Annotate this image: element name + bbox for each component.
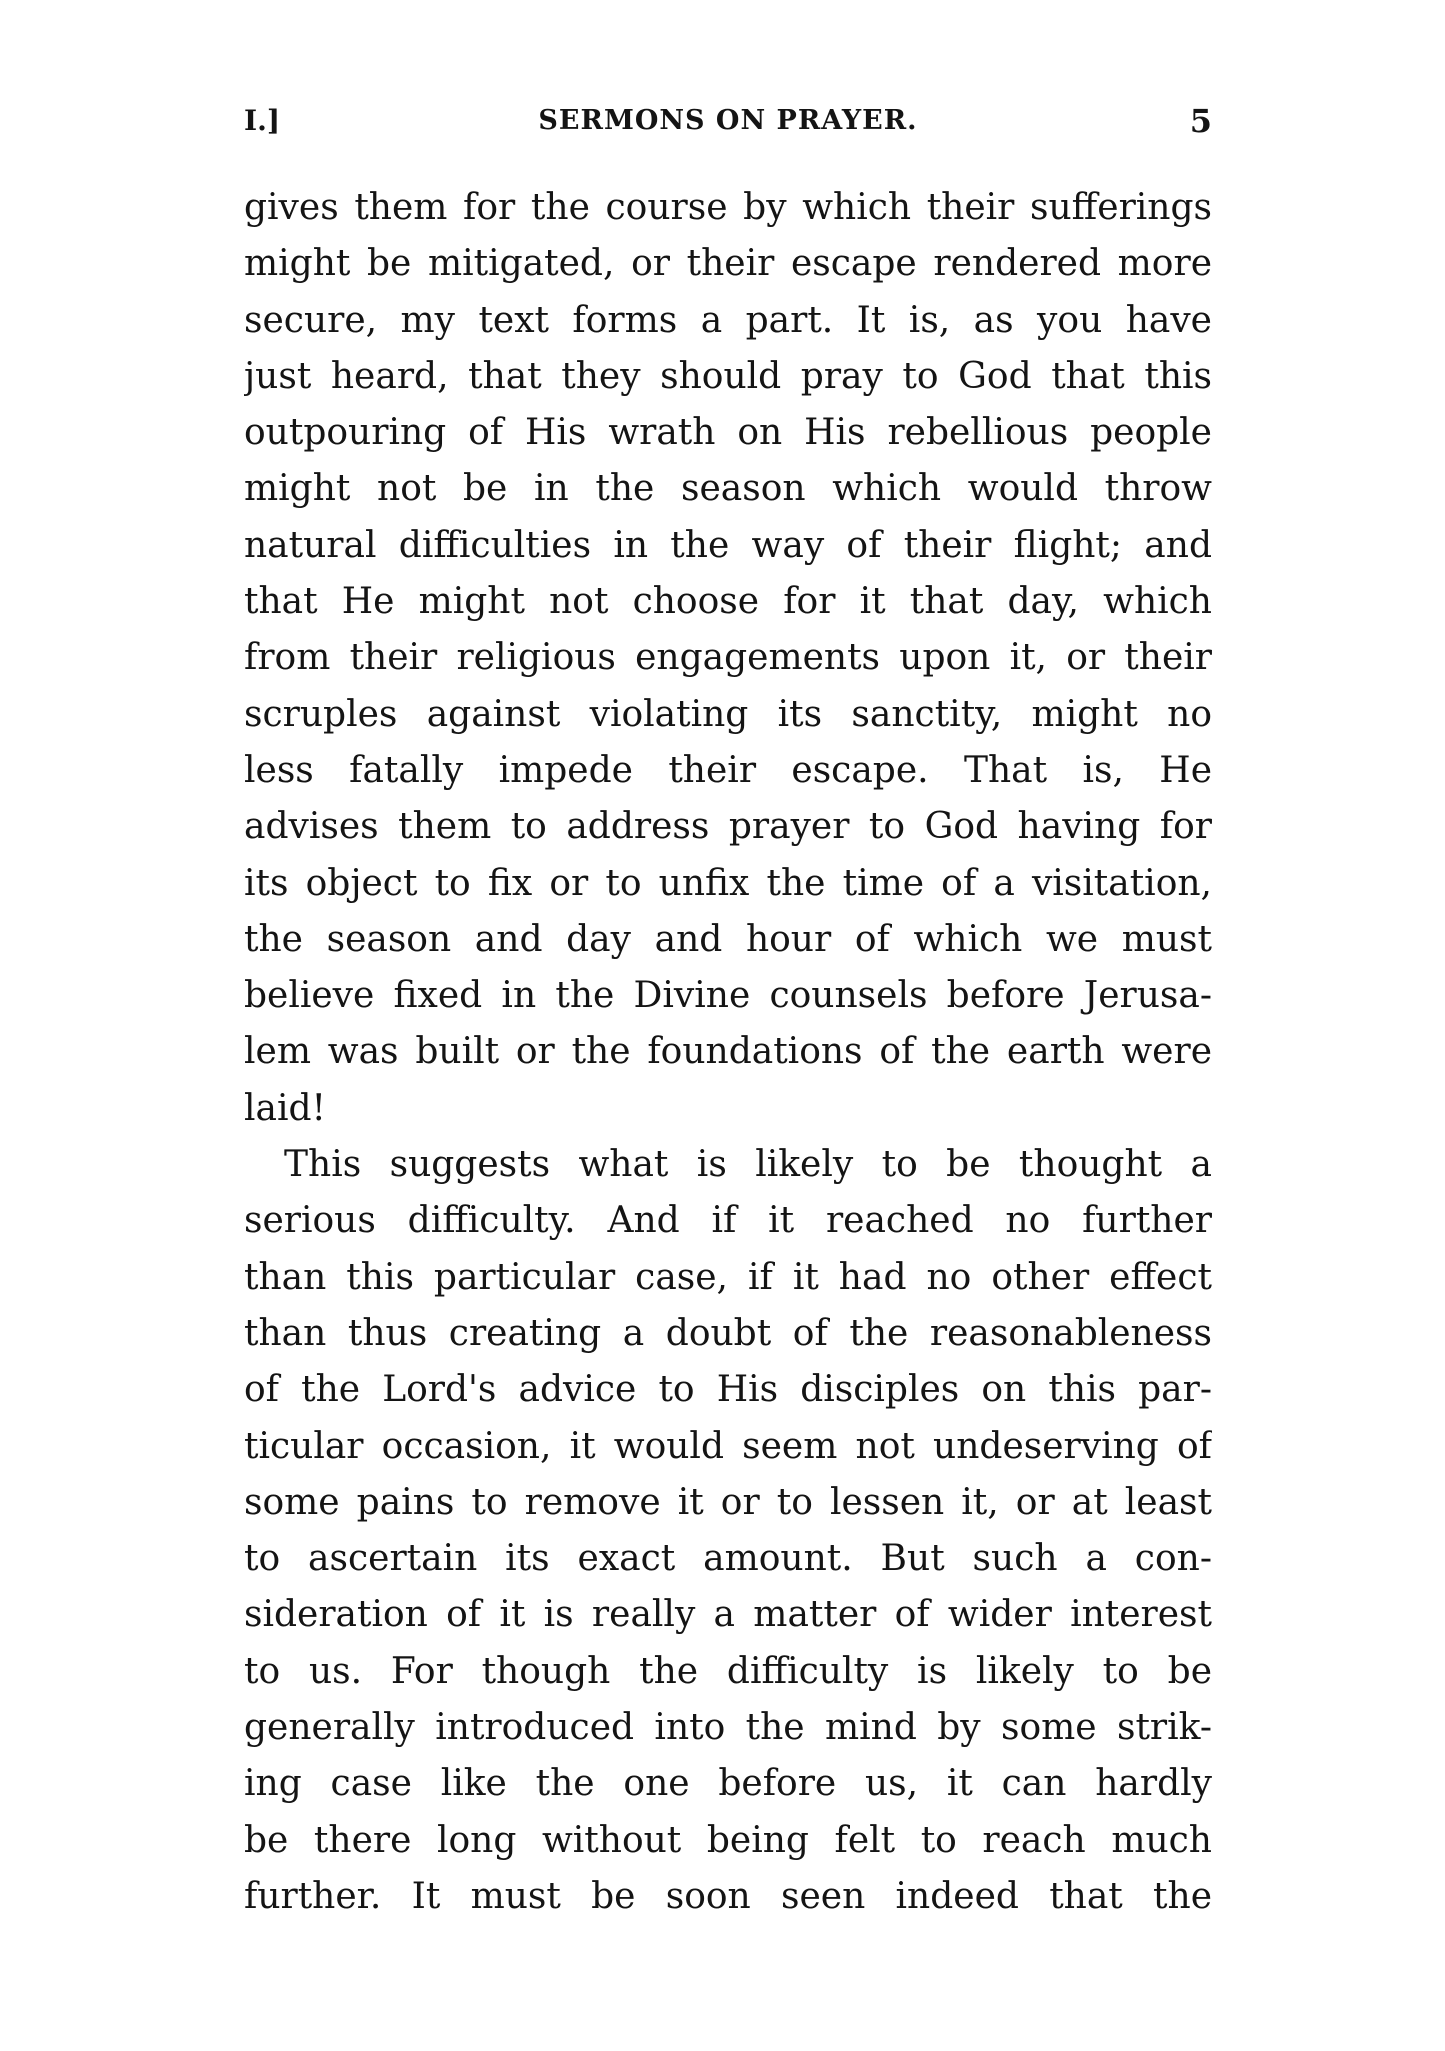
text-line: than this particular case, if it had no other effect (244, 1256, 1212, 1298)
text-line: advises them to address prayer to God having for (244, 806, 1212, 848)
text-line: that He might not choose for it that day, which (244, 581, 1212, 623)
text-line: generally introduced into the mind by some strik- (244, 1707, 1212, 1749)
text-line: This suggests what is likely to be thought a (284, 1144, 1212, 1186)
text-line: might not be in the season which would throw (244, 468, 1212, 510)
text-line: laid! (244, 1087, 327, 1129)
text-line: just heard, that they should pray to God that this (244, 355, 1212, 397)
text-line: than thus creating a doubt of the reasonableness (244, 1312, 1212, 1354)
text-line: further. It must be soon seen indeed that the (244, 1875, 1212, 1917)
running-head (244, 96, 1212, 146)
text-line: be there long without being felt to reach much (244, 1819, 1212, 1861)
text-line: sideration of it is really a matter of wider interest (244, 1594, 1212, 1636)
text-line: to ascertain its exact amount. But such a con- (244, 1538, 1212, 1580)
text-line: less fatally impede their escape. That is, He (244, 749, 1212, 791)
text-line: serious difficulty. And if it reached no further (244, 1200, 1212, 1242)
text-line: ticular occasion, it would seem not undeserving of (244, 1425, 1212, 1467)
text-line: to us. For though the difficulty is likely to be (244, 1650, 1212, 1692)
text-line: its object to fix or to unfix the time of a visitation, (244, 862, 1212, 904)
chapter-marker: I.] (244, 104, 281, 137)
text-line: lem was built or the foundations of the earth were (244, 1031, 1212, 1073)
text-line: scruples against violating its sanctity, might no (244, 693, 1212, 735)
text-line: might be mitigated, or their escape rendered more (244, 243, 1212, 285)
text-line: from their religious engagements upon it, or their (244, 637, 1212, 679)
text-line: secure, my text forms a part. It is, as you have (244, 299, 1212, 341)
text-line: of the Lord's advice to His disciples on this par- (244, 1369, 1212, 1411)
text-line: the season and day and hour of which we must (244, 918, 1212, 960)
running-title: SERMONS ON PRAYER. (538, 105, 918, 136)
text-line: ing case like the one before us, it can hardly (244, 1763, 1212, 1805)
text-line: believe fixed in the Divine counsels before Jerusa- (244, 975, 1212, 1017)
text-line: gives them for the course by which their sufferings (244, 187, 1212, 228)
text-line: some pains to remove it or to lessen it, or at least (244, 1481, 1212, 1523)
page-number: 5 (1189, 102, 1212, 140)
text-line: natural difficulties in the way of their flight; and (244, 524, 1212, 566)
text-line: outpouring of His wrath on His rebellious people (244, 412, 1212, 454)
body-text (244, 180, 1212, 1925)
